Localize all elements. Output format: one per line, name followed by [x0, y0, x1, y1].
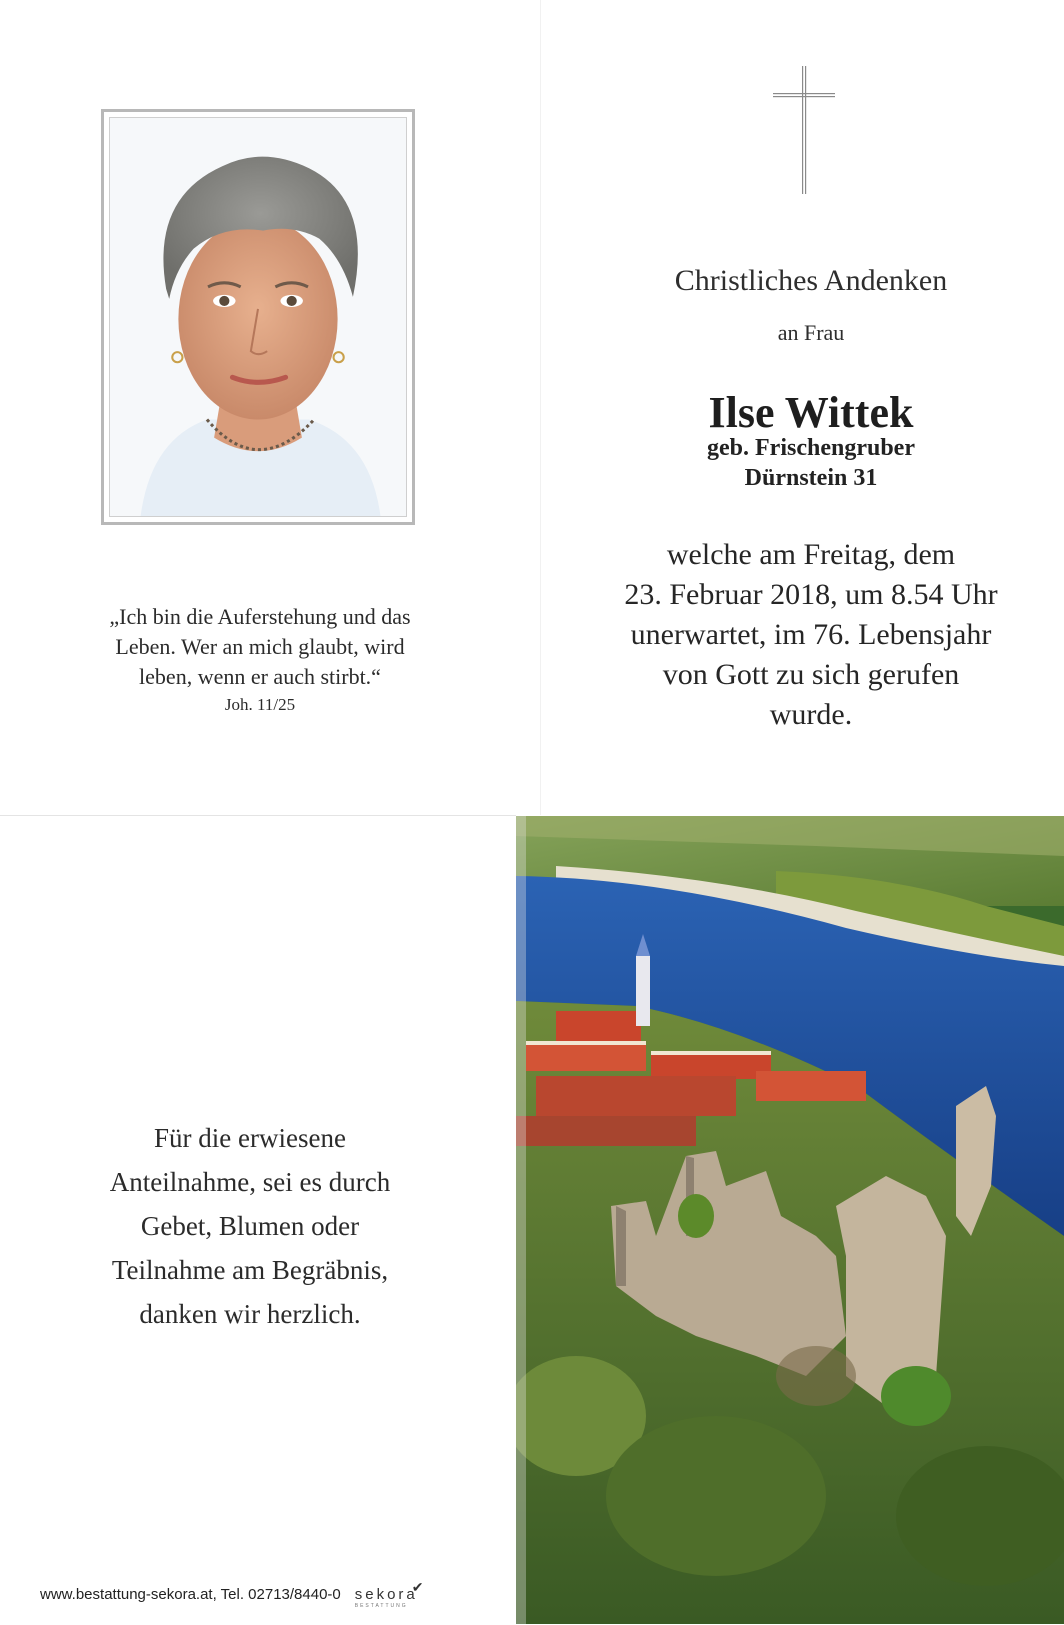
thank-you-text [0, 1116, 500, 1336]
death-notice-line: wurde. [769, 698, 853, 731]
thanks-line: Teilnahme am Begräbnis, [111, 1255, 389, 1285]
landscape-photo [516, 816, 1064, 1624]
quote-reference: Joh. 11/25 [224, 695, 296, 714]
brand-subtitle: BESTATTUNG [354, 1603, 408, 1609]
portrait-frame [101, 109, 415, 525]
thanks-line: Gebet, Blumen oder [140, 1211, 360, 1241]
memorial-subtitle: an Frau [777, 320, 845, 345]
death-notice-line: von Gott zu sich gerufen [662, 658, 960, 691]
deceased-address: Dürnstein 31 [744, 465, 878, 491]
death-notice-line: 23. Februar 2018, um 8.54 Uhr [624, 578, 998, 611]
bird-icon: ✔ [411, 1579, 427, 1595]
bible-quote [40, 602, 480, 718]
memorial-title: Christliches Andenken [674, 264, 948, 297]
memorial-panel [540, 0, 1064, 815]
cross-icon [773, 66, 835, 194]
thanks-line: Für die erwiesene [154, 1123, 346, 1153]
portrait-photo [109, 117, 407, 517]
quote-line: leben, wenn er auch stirbt.“ [139, 664, 381, 689]
footer-contact: www.bestattung-sekora.at, Tel. 02713/8440-0 [40, 1586, 341, 1603]
brand-logo [354, 1579, 427, 1609]
quote-line: „Ich bin die Auferstehung und das [109, 604, 411, 629]
landscape-illustration [516, 816, 1064, 1624]
thanks-panel [0, 815, 516, 1625]
death-notice-line: unerwartet, im 76. Lebensjahr [630, 618, 992, 651]
thanks-line: danken wir herzlich. [139, 1299, 361, 1329]
death-notice-line: welche am Freitag, dem [666, 538, 956, 571]
brand-name: sekora [354, 1586, 418, 1603]
portrait-panel [0, 0, 540, 815]
maiden-name: geb. Frischengruber [707, 435, 915, 461]
thanks-line: Anteilnahme, sei es durch [109, 1167, 391, 1197]
death-notice [541, 535, 1064, 735]
footer [40, 1579, 427, 1609]
quote-line: Leben. Wer an mich glaubt, wird [115, 634, 405, 659]
deceased-name: Ilse Wittek [708, 388, 914, 437]
